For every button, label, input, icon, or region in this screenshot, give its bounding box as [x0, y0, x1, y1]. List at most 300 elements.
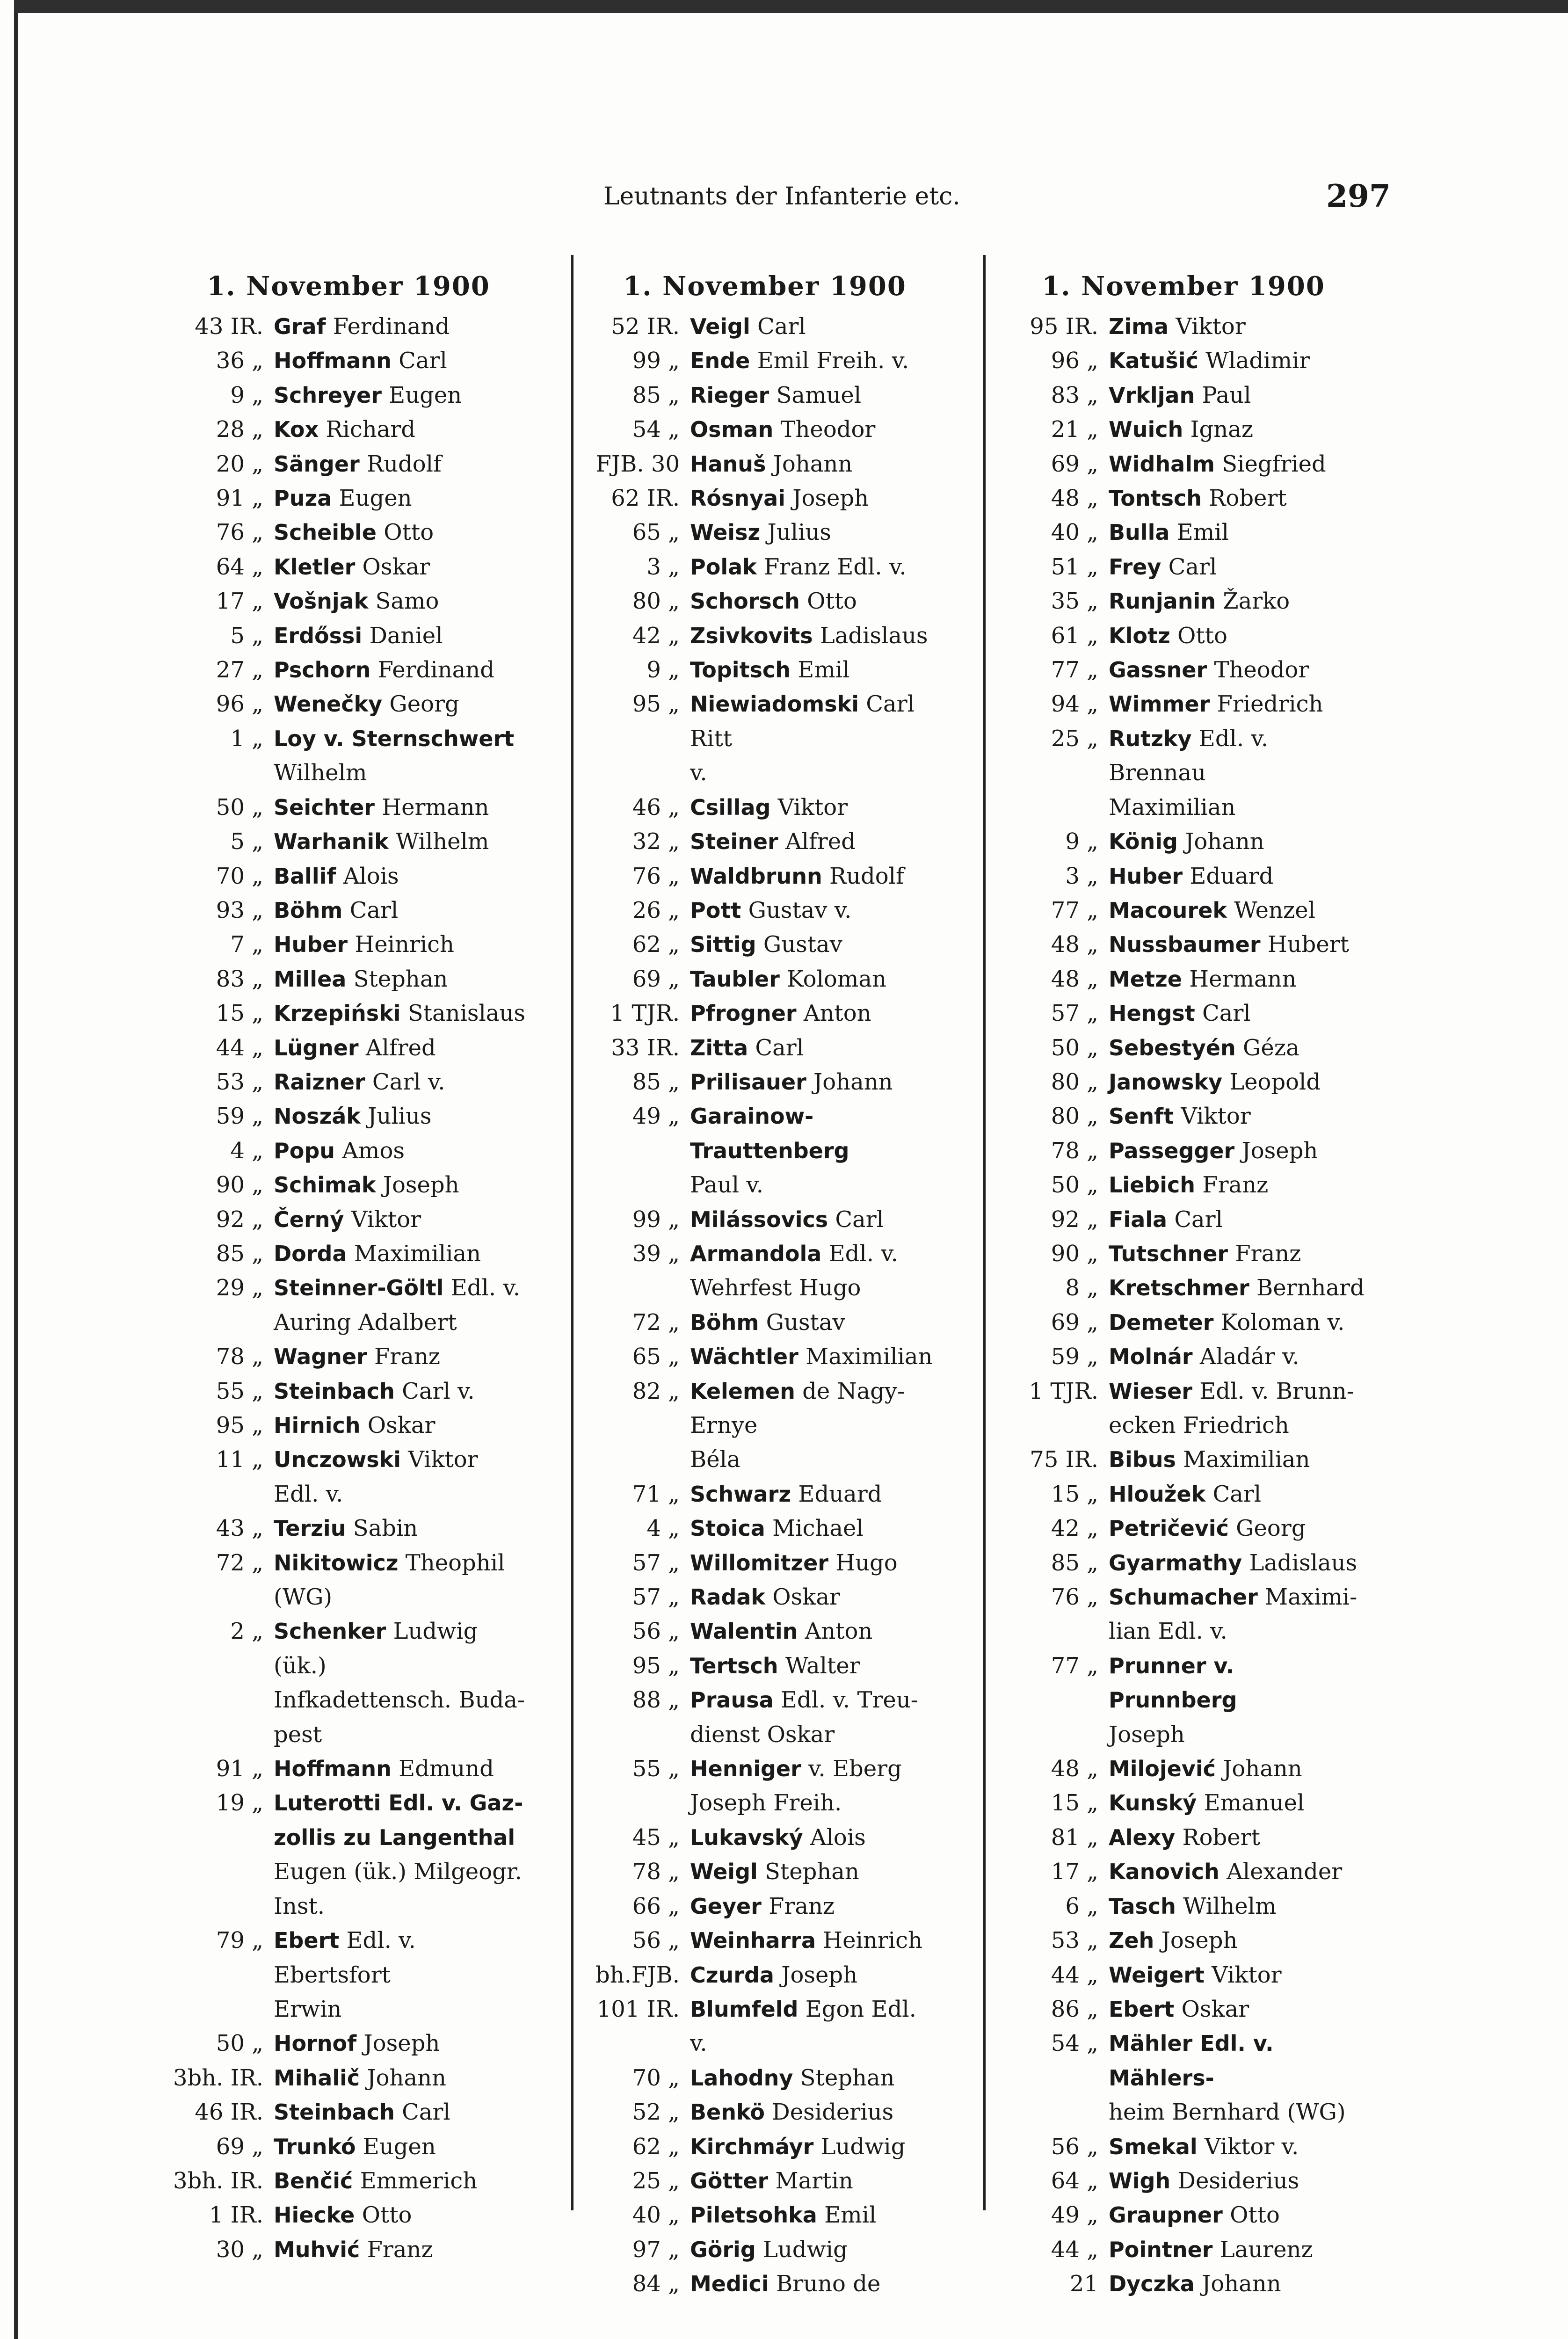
unit-number: 85 „ [632, 382, 680, 408]
surname: Kanovich [1109, 1859, 1220, 1885]
given-name: Edl. v. Auring Adalbert [274, 1275, 521, 1336]
given-name: Johann [1185, 828, 1264, 855]
surname: Petričević [1109, 1516, 1229, 1541]
unit-number: 62 IR. [611, 485, 680, 512]
unit-number: 56 „ [1051, 2133, 1098, 2160]
list-entry [582, 2267, 947, 2301]
unit-number: 77 „ [1051, 657, 1098, 683]
given-name: Edl. v. Brennau Maximilian [1109, 725, 1269, 821]
given-name: Desiderius [772, 2099, 894, 2126]
surname: Demeter [1109, 1309, 1214, 1335]
list-entry [166, 1443, 531, 1511]
officer-name [690, 378, 947, 413]
given-name: Edl. v. Ebertsfort Erwin [274, 1927, 416, 2022]
surname: Böhm [690, 1309, 759, 1335]
list-entry [582, 1649, 947, 1683]
list-entry [166, 2027, 531, 2061]
surname: Unczowski [274, 1447, 401, 1473]
given-name: Wilhelm [396, 828, 489, 855]
given-name: Carl Ritt v. [690, 691, 915, 786]
surname: Weigert [1109, 1962, 1205, 1988]
surname: Kletler [274, 554, 356, 580]
given-name: v. Eberg Joseph Freih. [690, 1756, 902, 1816]
surname: Steinbach [274, 2099, 395, 2125]
unit-number: 9 „ [230, 382, 263, 408]
given-name: Anton [803, 1000, 871, 1027]
column-divider [983, 255, 986, 2210]
surname: Smekal [1109, 2134, 1198, 2159]
unit-number: 17 „ [1051, 1859, 1098, 1885]
surname: Ebert [1109, 1996, 1175, 2022]
unit-number: 48 „ [1051, 966, 1098, 992]
list-entry [1001, 2198, 1366, 2232]
unit-number: 59 „ [1051, 1344, 1098, 1370]
list-entry [1001, 1958, 1366, 1992]
surname: Janowsky [1109, 1069, 1222, 1095]
officer-name [274, 1271, 531, 1340]
given-name: Joseph [792, 485, 869, 512]
surname: Niewiadomski [690, 691, 859, 717]
given-name: Johann [1223, 1756, 1302, 1782]
given-name: Wilhelm [274, 760, 367, 786]
officer-name [690, 619, 947, 653]
list-entry [166, 584, 531, 618]
unit-number: 48 „ [1051, 1756, 1098, 1782]
given-name: Johann [1202, 2271, 1281, 2297]
given-name: Carl [757, 313, 806, 340]
officer-name [274, 1168, 531, 1202]
unit-number: 30 „ [216, 2236, 263, 2263]
officer-name [1109, 1958, 1366, 1992]
unit-number: 3bh. IR. [173, 2167, 263, 2194]
officer-name [1109, 893, 1366, 928]
unit-number: 33 IR. [611, 1034, 680, 1061]
officer-name [274, 413, 531, 447]
officer-name [274, 2198, 531, 2232]
given-name: Ludwig [820, 2133, 906, 2160]
unit-number: 65 „ [632, 1344, 680, 1370]
unit-number: 76 „ [216, 519, 263, 546]
unit-number: FJB. 30 [595, 450, 680, 477]
unit-number: 3bh. IR. [173, 2064, 263, 2091]
given-name: Julius [767, 519, 831, 546]
officer-name [690, 1203, 947, 1237]
officer-name [1109, 1306, 1366, 1340]
list-entry [1001, 481, 1366, 516]
list-entry [582, 1855, 947, 1889]
given-name: Joseph [781, 1961, 858, 1988]
officer-name [690, 2233, 947, 2267]
unit-number: 96 „ [1051, 348, 1098, 374]
unit-number: 11 „ [216, 1446, 263, 1473]
officer-name [1109, 687, 1366, 721]
given-name: Carl [399, 348, 447, 374]
given-name: Oskar [772, 1584, 840, 1611]
list-entry [582, 344, 947, 378]
surname: Topitsch [690, 657, 791, 683]
surname: Warhanik [274, 829, 389, 855]
given-name: Maximilian [354, 1240, 481, 1267]
list-entry [582, 413, 947, 447]
list-entry [1001, 1134, 1366, 1168]
officer-name [690, 550, 947, 584]
given-name: Alfred [785, 828, 856, 855]
column-heading: 1. November 1900 [1042, 271, 1325, 302]
list-entry [582, 1992, 947, 2061]
unit-number: 99 „ [632, 1206, 680, 1233]
unit-number: 50 „ [216, 794, 263, 821]
unit-number: 64 „ [1051, 2167, 1098, 2194]
given-name: Joseph [363, 2030, 440, 2057]
unit-number: 9 „ [646, 657, 680, 683]
list-entry [1001, 1031, 1366, 1065]
officer-name [274, 550, 531, 584]
surname: Garainow-Trauttenberg [690, 1104, 849, 1163]
list-entry [1001, 1546, 1366, 1580]
unit-number: 25 „ [1051, 725, 1098, 752]
unit-number: 72 „ [216, 1549, 263, 1576]
officer-name [690, 1374, 947, 1477]
surname: Graf [274, 314, 326, 339]
surname: Macourek [1109, 897, 1227, 923]
given-name: Franz [1202, 1172, 1269, 1199]
unit-number: 80 „ [1051, 1103, 1098, 1130]
unit-number: 7 „ [230, 931, 263, 958]
unit-number: 84 „ [632, 2271, 680, 2297]
surname: Liebich [1109, 1172, 1195, 1198]
officer-name [274, 310, 531, 344]
surname: Osman [690, 417, 774, 443]
officer-name [690, 1958, 947, 1992]
given-name: Viktor [1181, 1103, 1251, 1130]
officer-name [274, 1786, 531, 1924]
unit-number: 101 IR. [596, 1996, 680, 2022]
surname: Tontsch [1109, 486, 1202, 511]
officer-name [1109, 344, 1366, 378]
officer-name [274, 619, 531, 653]
unit-number: 2 „ [230, 1618, 263, 1645]
list-entry [582, 1924, 947, 1958]
given-name: Franz [769, 1893, 835, 1919]
given-name: Gustav v. [748, 897, 852, 923]
surname: Scheible [274, 520, 377, 545]
surname: Zitta [690, 1035, 748, 1061]
list-entry [1001, 1649, 1366, 1752]
officer-name [1109, 1443, 1366, 1477]
surname: Steinbach [274, 1378, 395, 1404]
officer-name [690, 1546, 947, 1580]
officer-name [690, 584, 947, 618]
unit-number: 95 IR. [1030, 313, 1098, 340]
unit-number: 25 „ [632, 2167, 680, 2194]
officer-name [1109, 722, 1366, 825]
officer-name [1109, 2233, 1366, 2267]
given-name: Franz Edl. v. [763, 553, 907, 580]
list-entry [166, 1168, 531, 1202]
unit-number: 64 „ [216, 553, 263, 580]
officer-name [274, 1374, 531, 1409]
list-entry [1001, 653, 1366, 687]
officer-name [1109, 1924, 1366, 1958]
officer-name [1109, 310, 1366, 344]
surname: Senft [1109, 1104, 1174, 1129]
given-name: Ferdinand [377, 657, 494, 683]
unit-number: 4 „ [230, 1137, 263, 1164]
unit-number: 20 „ [216, 450, 263, 477]
unit-number: 77 „ [1051, 1652, 1098, 1679]
officer-name [690, 1065, 947, 1099]
given-name: Leopold [1229, 1068, 1321, 1095]
surname: Pfrogner [690, 1001, 797, 1026]
given-name: Sabin [353, 1515, 418, 1542]
officer-name [1109, 825, 1366, 859]
surname: Tutschner [1109, 1241, 1228, 1266]
list-entry [166, 2233, 531, 2267]
list-entry [166, 550, 531, 584]
surname: Passegger [1109, 1138, 1235, 1163]
surname: Graupner [1109, 2202, 1223, 2228]
list-entry [166, 653, 531, 687]
officer-name [1109, 2198, 1366, 2232]
given-name: Daniel [369, 622, 443, 649]
page-number: 297 [1326, 178, 1391, 214]
officer-name [274, 928, 531, 962]
given-name: Laurenz [1220, 2236, 1313, 2263]
officer-name [274, 344, 531, 378]
given-name: Carl [835, 1206, 884, 1233]
given-name: Rudolf [829, 863, 904, 889]
unit-number: 53 „ [216, 1068, 263, 1095]
surname: Hloužek [1109, 1481, 1206, 1507]
surname: Puza [274, 486, 332, 511]
officer-name [274, 1031, 531, 1065]
officer-name [1109, 859, 1366, 893]
surname: König [1109, 829, 1178, 855]
list-entry [582, 962, 947, 996]
unit-number: 80 „ [1051, 1068, 1098, 1095]
officer-name [690, 1752, 947, 1821]
officer-name [1109, 550, 1366, 584]
given-name: Maximilian [1183, 1446, 1310, 1473]
list-entry [166, 1134, 531, 1168]
officer-name [1109, 481, 1366, 516]
list-entry [582, 2233, 947, 2267]
list-entry [166, 893, 531, 928]
unit-number: 78 „ [632, 1859, 680, 1885]
list-entry [582, 1065, 947, 1099]
surname: Czurda [690, 1962, 774, 1988]
unit-number: 96 „ [216, 691, 263, 718]
officer-name [690, 825, 947, 859]
list-entry [582, 550, 947, 584]
list-entry [1001, 516, 1366, 550]
list-entry [166, 413, 531, 447]
column-divider [571, 255, 573, 2210]
list-entry [582, 1889, 947, 1924]
given-name: Viktor [1176, 313, 1246, 340]
surname: Hirnich [274, 1413, 361, 1438]
surname: Wächtler [690, 1344, 799, 1370]
given-name: Bruno de [776, 2271, 881, 2297]
officer-name [690, 1099, 947, 1202]
list-entry [166, 2130, 531, 2164]
unit-number: 83 „ [1051, 382, 1098, 408]
given-name: Heinrich [823, 1927, 922, 1954]
given-name: Eduard [798, 1481, 882, 1507]
given-name: Emil Freih. v. [757, 348, 909, 374]
given-name: Ludwig (ük.) Infkadettensch. Buda- pest [274, 1618, 525, 1748]
given-name: Joseph [1241, 1137, 1318, 1164]
given-name: Johann [813, 1068, 893, 1095]
given-name: Walter [785, 1652, 860, 1679]
column-heading: 1. November 1900 [623, 271, 907, 302]
given-name: Eugen [389, 382, 462, 408]
surname: Willomitzer [690, 1550, 828, 1576]
unit-number: 6 „ [1065, 1893, 1098, 1919]
unit-number: 95 „ [216, 1412, 263, 1438]
given-name: Viktor v. [1204, 2133, 1299, 2160]
list-entry [1001, 825, 1366, 859]
surname: Geyer [690, 1893, 762, 1919]
unit-number: 21 „ [1051, 416, 1098, 443]
list-entry [582, 2061, 947, 2095]
unit-number: 69 „ [216, 2133, 263, 2160]
list-entry [582, 859, 947, 893]
given-name: Alois [343, 863, 399, 889]
given-name: Rudolf [367, 450, 442, 477]
unit-number: 90 „ [216, 1172, 263, 1199]
surname: Hornof [274, 2031, 357, 2056]
list-entry [1001, 619, 1366, 653]
officer-name [274, 722, 531, 791]
officer-name [1109, 1546, 1366, 1580]
list-entry [166, 859, 531, 893]
officer-name [274, 687, 531, 721]
surname: Wenečky [274, 691, 383, 717]
unit-number: bh.FJB. [595, 1961, 680, 1988]
unit-number: 72 „ [632, 1309, 680, 1336]
surname: Lahodny [690, 2065, 793, 2091]
list-entry [166, 2061, 531, 2095]
given-name: Gustav [766, 1309, 845, 1336]
officer-name [1109, 2027, 1366, 2129]
given-name: Carl v. [402, 1378, 475, 1404]
list-entry [1001, 1203, 1366, 1237]
list-entry [166, 996, 531, 1031]
list-entry [166, 825, 531, 859]
surname: Kunský [1109, 1790, 1197, 1816]
unit-number: 59 „ [216, 1103, 263, 1130]
unit-number: 94 „ [1051, 691, 1098, 718]
list-entry [1001, 1821, 1366, 1855]
column-1 [166, 268, 531, 2267]
officer-name [690, 310, 947, 344]
surname: Kelemen [690, 1378, 795, 1404]
given-name: Carl [1174, 1206, 1223, 1233]
unit-number: 43 „ [216, 1515, 263, 1542]
given-name: Carl [755, 1034, 804, 1061]
column-heading: 1. November 1900 [207, 271, 490, 302]
unit-number: 78 „ [1051, 1137, 1098, 1164]
given-name: Hubert [1267, 931, 1349, 958]
officer-name [690, 791, 947, 825]
surname: Tertsch [690, 1653, 778, 1678]
unit-number: 1 TJR. [610, 1000, 680, 1027]
list-entry [1001, 1477, 1366, 1511]
unit-number: 76 „ [1051, 1584, 1098, 1611]
given-name: Carl [1202, 1000, 1251, 1027]
list-entry [1001, 2164, 1366, 2198]
officer-name [274, 447, 531, 481]
unit-number: 48 „ [1051, 931, 1098, 958]
given-name: Oskar [1181, 1996, 1249, 2022]
unit-number: 95 „ [632, 691, 680, 718]
unit-number: 95 „ [632, 1652, 680, 1679]
surname: Ende [690, 348, 750, 374]
officer-name [690, 2061, 947, 2095]
surname: Taubler [690, 966, 780, 992]
unit-number: 36 „ [216, 348, 263, 374]
given-name: Eugen (ük.) Milgeogr. Inst. [274, 1859, 522, 1919]
list-entry [1001, 1786, 1366, 1820]
surname: Schimak [274, 1172, 376, 1198]
list-entry [1001, 687, 1366, 721]
list-entry [166, 1271, 531, 1340]
surname: Pott [690, 897, 741, 923]
unit-number: 57 „ [1051, 1000, 1098, 1027]
given-name: Edl. v. Treu- dienst Oskar [690, 1687, 918, 1748]
surname: Huber [274, 932, 348, 958]
unit-number: 69 „ [632, 966, 680, 992]
list-entry [1001, 722, 1366, 825]
unit-number: 62 „ [632, 931, 680, 958]
list-entry [166, 378, 531, 413]
surname: Molnár [1109, 1344, 1193, 1370]
list-entry [1001, 447, 1366, 481]
surname: Henniger [690, 1756, 801, 1782]
list-entry [582, 2130, 947, 2164]
given-name: Stephan [765, 1859, 859, 1885]
surname: Sittig [690, 932, 756, 958]
officer-name [1109, 1374, 1366, 1443]
given-name: Edmund [399, 1756, 494, 1782]
given-name: Edl. v. Brunn- ecken Friedrich [1109, 1378, 1354, 1438]
officer-name [690, 2095, 947, 2129]
given-name: Hugo [835, 1549, 898, 1576]
list-entry [1001, 1237, 1366, 1271]
unit-number: 75 IR. [1030, 1446, 1098, 1473]
column-2 [582, 268, 947, 2302]
list-entry [1001, 2267, 1366, 2301]
given-name: Ignaz [1190, 416, 1254, 443]
unit-number: 46 „ [632, 794, 680, 821]
surname: Wuich [1109, 417, 1183, 443]
list-entry [1001, 859, 1366, 893]
officer-name [274, 2164, 531, 2198]
officer-name [690, 481, 947, 516]
given-name: Theodor [780, 416, 876, 443]
surname: Millea [274, 966, 347, 992]
list-entry [166, 1546, 531, 1615]
list-entry [1001, 996, 1366, 1031]
unit-number: 28 „ [216, 416, 263, 443]
list-entry [1001, 2027, 1366, 2129]
unit-number: 44 „ [216, 1034, 263, 1061]
unit-number: 62 „ [632, 2133, 680, 2160]
surname: Schumacher [1109, 1584, 1258, 1610]
given-name: Oskar [362, 553, 430, 580]
surname: Prausa [690, 1687, 774, 1713]
